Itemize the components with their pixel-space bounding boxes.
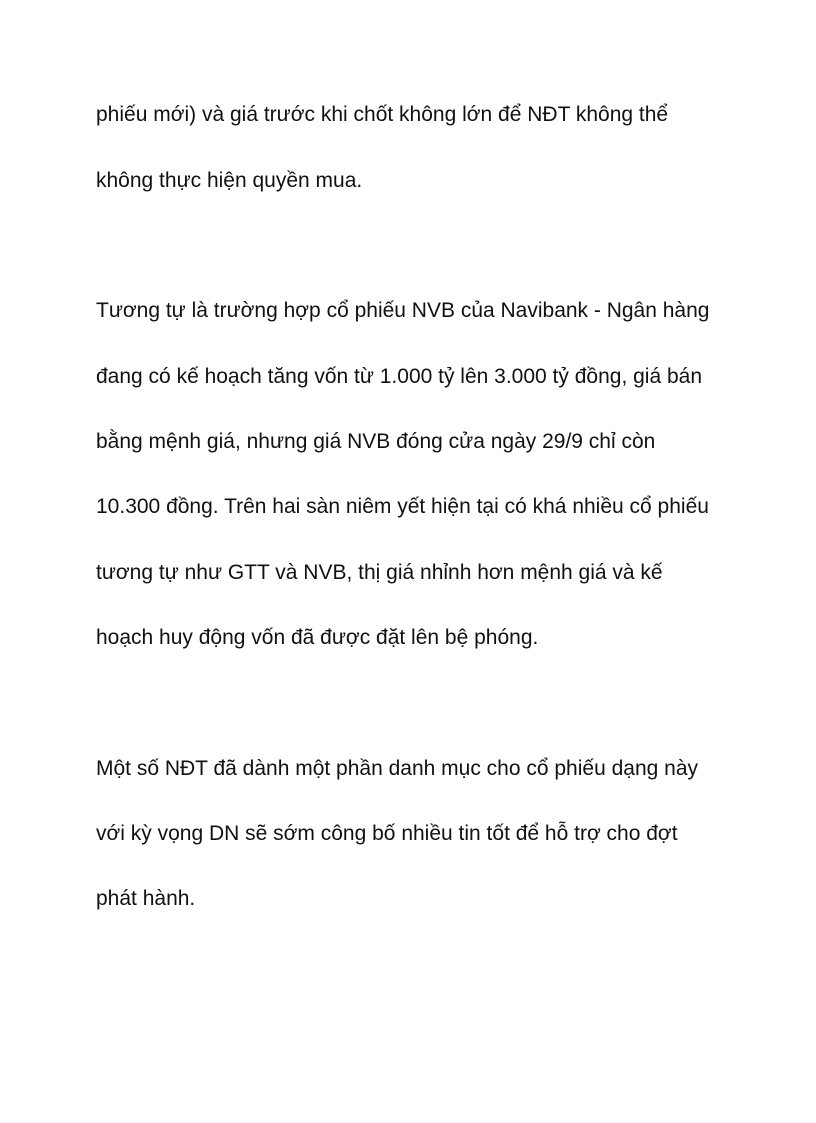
paragraph-2-line-4: 10.300 đồng. Trên hai sàn niêm yết hiện tại có khá nhiều cổ phiếu xyxy=(96,495,709,518)
paragraph-2-line-5: tương tự như GTT và NVB, thị giá nhỉnh hơn mệnh giá và kế xyxy=(96,561,663,584)
paragraph-2-line-1: Tương tự là trường hợp cổ phiếu NVB của Navibank - Ngân hàng xyxy=(96,299,710,322)
paragraph-3-line-2: với kỳ vọng DN sẽ sớm công bố nhiều tin tốt để hỗ trợ cho đợt xyxy=(96,822,678,845)
paragraph-3-line-1: Một số NĐT đã dành một phần danh mục cho cổ phiếu dạng này xyxy=(96,757,698,780)
paragraph-2-line-3: bằng mệnh giá, nhưng giá NVB đóng cửa ngày 29/9 chỉ còn xyxy=(96,430,656,453)
paragraph-1-line-2: không thực hiện quyền mua. xyxy=(96,169,363,192)
paragraph-2-line-2: đang có kế hoạch tăng vốn từ 1.000 tỷ lên 3.000 tỷ đồng, giá bán xyxy=(96,365,703,388)
paragraph-3-line-3: phát hành. xyxy=(96,887,196,910)
paragraph-2-line-6: hoạch huy động vốn đã được đặt lên bệ phóng. xyxy=(96,626,539,649)
paragraph-1-line-1: phiếu mới) và giá trước khi chốt không lớn để NĐT không thể xyxy=(96,103,669,126)
